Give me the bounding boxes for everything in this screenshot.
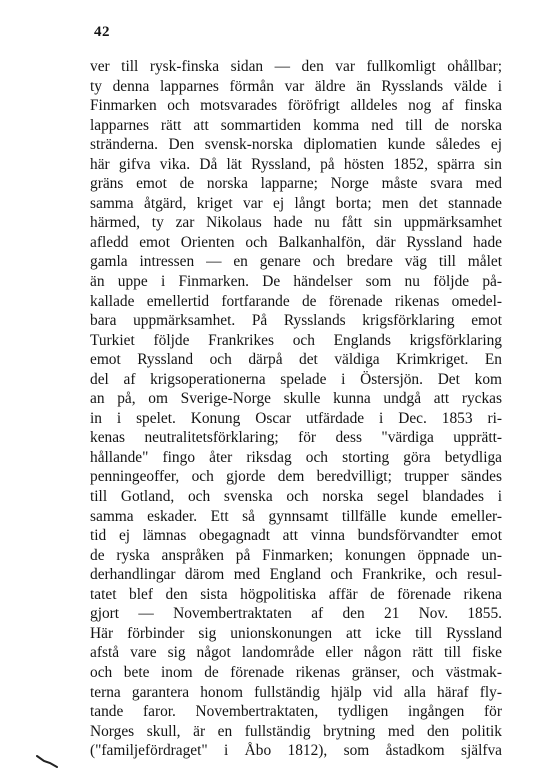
text-line: bara uppmärksamhet. På Rysslands krigsförklaring emot — [90, 312, 502, 330]
text-line: samma eskader. Ett så gynnsamt tillfälle kunde emeller- — [90, 507, 502, 525]
text-line: tatet blef den sista högpolitiska affär de förenade rikena — [90, 585, 502, 603]
text-line: an på, om Sverige-Norge skulle kunna undgå att ryckas — [90, 390, 502, 408]
text-line: gräns emot de norska lapparne; Norge måste svara med — [90, 175, 502, 193]
text-line: samma åtgärd, kriget var ej långt borta; men det stannade — [90, 194, 502, 212]
text-line: till Gotland, och svenska och norska segel blandades i — [90, 488, 502, 506]
text-line: afstå vare sig något landområde eller någon rätt till fiske — [90, 644, 502, 662]
page-number: 42 — [94, 24, 110, 40]
text-line: och bete inom de förenade rikenas gränser, och västmak- — [90, 663, 502, 681]
text-line: tid ej lämnas obegagnadt att vinna bundsförvandter emot — [90, 527, 502, 545]
text-line: penningeoffer, och gjorde dem beredvilligt; trupper sändes — [90, 468, 502, 486]
text-line: hållande" fingo åter riksdag och storting göra betydliga — [90, 448, 502, 466]
body-text — [90, 57, 502, 761]
text-line: härmed, ty zar Nikolaus hade nu fått sin uppmärksamhet — [90, 214, 502, 232]
text-line: gjort — Novembertraktaten af den 21 Nov. 1855. — [90, 605, 502, 623]
text-line: ty denna lapparnes förmån var äldre än Rysslands välde i — [90, 77, 502, 95]
text-line: de ryska anspråken på Finmarken; konungen öppnade un- — [90, 546, 502, 564]
text-line: här gifva vika. Då lät Ryssland, på hösten 1852, spärra sin — [90, 155, 502, 173]
text-line: Turkiet följde Frankrikes och Englands krigsförklaring — [90, 331, 502, 349]
text-line: Här förbinder sig unionskonungen att icke till Ryssland — [90, 624, 502, 642]
text-line: kallade emellertid fortfarande de förenade rikenas omedel- — [90, 292, 502, 310]
text-line: än uppe i Finmarken. De händelser som nu följde på- — [90, 273, 502, 291]
text-line: stränderna. Den svensk-norska diplomatien kunde således ej — [90, 136, 502, 154]
text-line: lapparnes rätt att sommartiden komma ned till de norska — [90, 116, 502, 134]
text-line: terna garantera honom fullständig hjälp vid alla häraf fly- — [90, 683, 502, 701]
text-line: derhandlingar därom med England och Frankrike, och resul- — [90, 566, 502, 584]
text-line: gamla intressen — en genare och bredare väg till målet — [90, 253, 502, 271]
text-line: kenas neutralitetsförklaring; för dess "värdiga upprätt- — [90, 429, 502, 447]
text-line: ("familjefördraget" i Åbo 1812), som åstadkom själfva — [90, 742, 502, 760]
print-mark-icon — [36, 754, 58, 768]
text-line: Finmarken och motsvarades föröfrigt alldeles nog af finska — [90, 97, 502, 115]
text-line: ver till rysk-finska sidan — den var fullkomligt ohållbar; — [90, 58, 502, 75]
text-line: afledd emot Orienten och Balkanhalfön, där Ryssland hade — [90, 233, 502, 251]
text-line: emot Ryssland och därpå det väldiga Krimkriget. En — [90, 351, 502, 369]
text-line: in i spelet. Konung Oscar utfärdade i Dec. 1853 ri- — [90, 409, 502, 427]
text-line: Norges skull, är en fullständig brytning med den politik — [90, 722, 502, 740]
text-line: del af krigsoperationerna spelade i Östersjön. Det kom — [90, 370, 502, 388]
text-line: tande faror. Novembertraktaten, tydligen ingången för — [90, 703, 502, 721]
